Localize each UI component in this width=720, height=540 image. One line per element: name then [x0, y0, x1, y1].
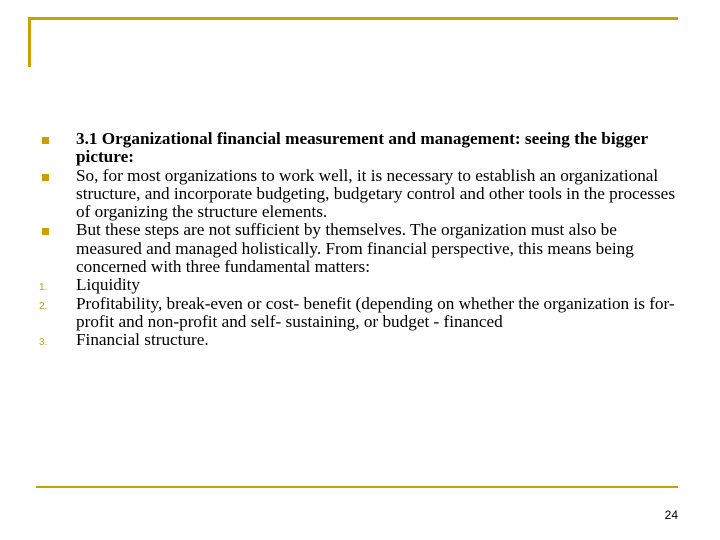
bullet-item: [40, 167, 685, 222]
bullet-text: 3.1 Organizational financial measurement and management: seeing the bigger picture:: [76, 129, 648, 167]
numbered-text: Financial structure.: [76, 330, 209, 350]
frame-left-rule: [28, 17, 31, 67]
list-number: 1.: [39, 282, 48, 294]
numbered-item: [40, 331, 685, 349]
bullet-item: [40, 221, 685, 276]
bullet-text: So, for most organizations to work well, it is necessary to establish an organizational structure, and incorporate budgeting, budgetary control and other tools in the processes of organizing the structure elements.: [76, 165, 676, 222]
bullet-text: But these steps are not sufficient by themselves. The organization must also be measured and managed holistically. From financial perspective, this means being concerned with three fundamental matters:: [76, 220, 634, 277]
frame-top-rule: [28, 17, 678, 20]
bullet-item-heading: [40, 130, 685, 167]
numbered-text: Profitability, break-even or cost- benefit (depending on whether the organization is for- profit and non-profit and self- sustaining, or budget - financed: [76, 293, 675, 331]
numbered-text: Liquidity: [76, 275, 140, 295]
slide-body: [40, 130, 685, 350]
footer-rule: [36, 486, 678, 488]
list-number: 3.: [39, 337, 48, 349]
numbered-item: [40, 276, 685, 294]
page-number: 24: [664, 508, 678, 522]
list-number: 2.: [39, 300, 48, 312]
numbered-item: [40, 295, 685, 332]
